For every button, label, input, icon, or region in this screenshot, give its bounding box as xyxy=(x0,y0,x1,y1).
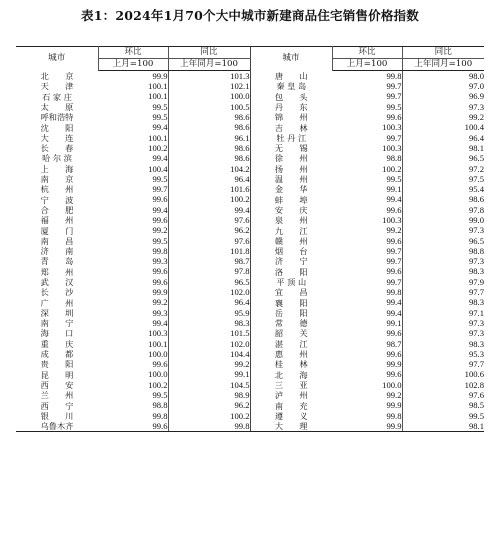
cell-yoy-right: 98.8 xyxy=(402,246,484,256)
cell-mom-right: 99.6 xyxy=(386,328,402,339)
cell-yoy-left: 99.2 xyxy=(168,359,250,369)
cell-yoy-left: 104.5 xyxy=(168,380,250,390)
cell-yoy-right: 97.6 xyxy=(402,390,484,400)
cell-city-left: 青 岛 xyxy=(40,256,74,267)
header-city-right: 城市 xyxy=(250,47,332,71)
cell-mom-right: 99.9 xyxy=(386,359,402,370)
cell-city-right: 遵 义 xyxy=(250,411,332,421)
price-index-table xyxy=(16,46,484,432)
cell-city-right: 岳 阳 xyxy=(250,308,332,318)
cell-city-right: 襄 阳 xyxy=(250,298,332,308)
table-row xyxy=(16,401,484,411)
cell-mom-left: 99.7 xyxy=(152,184,168,195)
table-row xyxy=(16,164,484,174)
cell-city-left: 银 川 xyxy=(40,410,74,421)
cell-yoy-left: 96.2 xyxy=(168,401,250,411)
cell-yoy-right: 97.1 xyxy=(402,308,484,318)
table-row xyxy=(16,153,484,163)
cell-yoy-left: 96.5 xyxy=(168,277,250,287)
table-row xyxy=(16,225,484,235)
cell-city-right: 泉 州 xyxy=(250,215,332,225)
cell-yoy-right: 98.5 xyxy=(402,401,484,411)
cell-mom-left: 100.4 xyxy=(148,163,168,174)
header-yoy-left: 同比 xyxy=(168,47,250,59)
cell-yoy-right: 98.3 xyxy=(402,267,484,277)
table-row xyxy=(16,370,484,380)
cell-mom-right: 100.3 xyxy=(382,122,402,133)
cell-mom-right: 99.5 xyxy=(386,101,402,112)
cell-mom-left: 99.3 xyxy=(152,256,168,267)
cell-mom-left: 99.6 xyxy=(152,266,168,277)
table-row xyxy=(16,246,484,256)
cell-yoy-right: 100.4 xyxy=(402,122,484,132)
cell-yoy-right: 98.3 xyxy=(402,339,484,349)
cell-yoy-left: 100.2 xyxy=(168,411,250,421)
table-row xyxy=(16,267,484,277)
cell-mom-right: 99.8 xyxy=(386,410,402,421)
cell-mom-right: 99.6 xyxy=(386,112,402,123)
cell-yoy-left: 98.7 xyxy=(168,256,250,266)
cell-mom-right: 99.6 xyxy=(386,348,402,359)
cell-city-right: 桂 林 xyxy=(250,359,332,369)
cell-mom-left: 100.1 xyxy=(148,81,168,92)
cell-yoy-left: 101.6 xyxy=(168,184,250,194)
cell-yoy-right: 97.9 xyxy=(402,277,484,287)
cell-yoy-right: 97.3 xyxy=(402,328,484,338)
cell-mom-left: 100.2 xyxy=(148,142,168,153)
cell-city-right: 三 亚 xyxy=(250,380,332,390)
cell-city-right: 丹 东 xyxy=(250,102,332,112)
cell-city-left: 天 津 xyxy=(40,81,74,92)
table-row xyxy=(16,184,484,194)
cell-mom-right: 99.7 xyxy=(386,132,402,143)
cell-mom-right: 99.1 xyxy=(386,317,402,328)
table-row xyxy=(16,359,484,369)
cell-city-right: 无 锡 xyxy=(250,143,332,153)
cell-mom-left: 100.0 xyxy=(148,369,168,380)
cell-city-left: 杭 州 xyxy=(40,184,74,195)
cell-mom-left: 99.4 xyxy=(152,204,168,215)
cell-mom-right: 99.4 xyxy=(386,194,402,205)
cell-mom-left: 99.5 xyxy=(152,390,168,401)
cell-city-left: 上 海 xyxy=(40,163,74,174)
header-city-left: 城市 xyxy=(16,47,98,71)
cell-city-left: 福 州 xyxy=(40,215,74,226)
table-row xyxy=(16,256,484,266)
cell-city-right: 洛 阳 xyxy=(250,267,332,277)
cell-yoy-left: 98.6 xyxy=(168,112,250,122)
cell-city-left: 兰 州 xyxy=(40,390,74,401)
cell-yoy-left: 99.8 xyxy=(168,421,250,432)
cell-yoy-left: 100.2 xyxy=(168,195,250,205)
cell-city-left: 长 沙 xyxy=(40,287,74,298)
cell-mom-right: 100.3 xyxy=(382,215,402,225)
cell-yoy-left: 96.1 xyxy=(168,133,250,143)
cell-yoy-right: 102.8 xyxy=(402,380,484,390)
table-row xyxy=(16,143,484,153)
cell-city-left: 宁 波 xyxy=(40,194,74,205)
cell-mom-right: 99.9 xyxy=(386,400,402,411)
cell-yoy-left: 101.3 xyxy=(168,71,250,82)
table-row xyxy=(16,421,484,432)
cell-city-right: 泸 州 xyxy=(250,390,332,400)
table-row xyxy=(16,390,484,400)
cell-yoy-left: 98.9 xyxy=(168,390,250,400)
cell-city-left: 太 原 xyxy=(40,101,74,112)
cell-mom-left: 99.3 xyxy=(152,307,168,318)
cell-mom-left: 99.9 xyxy=(152,287,168,298)
cell-mom-left: 99.6 xyxy=(152,194,168,205)
cell-city-right: 九 江 xyxy=(250,225,332,235)
cell-city-right: 烟 台 xyxy=(250,246,332,256)
cell-yoy-left: 97.6 xyxy=(168,236,250,246)
cell-city-right: 牡 丹 江 xyxy=(250,133,332,143)
cell-city-right: 吉 林 xyxy=(250,122,332,132)
cell-city-left: 哈 尔 滨 xyxy=(42,153,72,164)
cell-city-right: 锦 州 xyxy=(250,112,332,122)
table-row xyxy=(16,318,484,328)
cell-yoy-left: 98.3 xyxy=(168,318,250,328)
cell-mom-right: 99.8 xyxy=(386,70,402,81)
cell-city-right: 包 头 xyxy=(250,92,332,102)
cell-city-right: 赣 州 xyxy=(250,236,332,246)
table-row xyxy=(16,380,484,390)
cell-mom-right: 99.5 xyxy=(386,173,402,184)
cell-city-right: 湛 江 xyxy=(250,339,332,349)
table-row xyxy=(16,215,484,225)
header-row-1 xyxy=(16,47,484,59)
cell-mom-left: 100.0 xyxy=(148,348,168,359)
table-row xyxy=(16,349,484,359)
cell-yoy-right: 97.0 xyxy=(402,81,484,91)
cell-mom-left: 99.5 xyxy=(152,235,168,246)
cell-city-right: 北 海 xyxy=(250,370,332,380)
cell-city-right: 温 州 xyxy=(250,174,332,184)
cell-mom-right: 99.2 xyxy=(386,225,402,236)
cell-city-right: 金 华 xyxy=(250,184,332,194)
header-mom-base-right: 上月=100 xyxy=(332,59,402,71)
cell-mom-right: 100.2 xyxy=(382,163,402,174)
cell-mom-left: 99.4 xyxy=(152,317,168,328)
cell-mom-left: 98.8 xyxy=(152,400,168,411)
cell-yoy-right: 95.4 xyxy=(402,184,484,194)
cell-city-right: 扬 州 xyxy=(250,164,332,174)
header-yoy-base-left: 上年同月=100 xyxy=(168,59,250,71)
cell-mom-right: 99.8 xyxy=(386,287,402,298)
cell-yoy-right: 97.7 xyxy=(402,359,484,369)
cell-city-right: 徐 州 xyxy=(250,153,332,163)
cell-city-right: 秦 皇 岛 xyxy=(250,81,332,91)
cell-city-left: 重 庆 xyxy=(40,338,74,349)
table-row xyxy=(16,277,484,287)
table-row xyxy=(16,308,484,318)
cell-mom-right: 99.7 xyxy=(386,276,402,287)
header-mom-right: 环比 xyxy=(332,47,402,59)
table-row xyxy=(16,133,484,143)
cell-yoy-right: 100.6 xyxy=(402,370,484,380)
cell-yoy-right: 98.3 xyxy=(402,298,484,308)
cell-city-left: 厦 门 xyxy=(40,225,74,236)
cell-mom-right: 99.9 xyxy=(332,421,402,432)
cell-city-left: 贵 阳 xyxy=(40,359,74,370)
cell-mom-left: 99.5 xyxy=(152,173,168,184)
cell-mom-right: 99.6 xyxy=(386,266,402,277)
cell-yoy-right: 99.5 xyxy=(402,411,484,421)
cell-yoy-right: 97.3 xyxy=(402,102,484,112)
cell-mom-right: 99.4 xyxy=(386,307,402,318)
cell-mom-right: 99.2 xyxy=(386,390,402,401)
cell-city-left: 西 安 xyxy=(40,379,74,390)
cell-yoy-left: 98.6 xyxy=(168,153,250,163)
cell-city-right: 常 德 xyxy=(250,318,332,328)
table-row xyxy=(16,298,484,308)
cell-mom-left: 99.8 xyxy=(152,245,168,256)
table-row xyxy=(16,81,484,91)
cell-yoy-right: 97.3 xyxy=(402,318,484,328)
cell-yoy-right: 96.4 xyxy=(402,133,484,143)
cell-mom-left: 99.6 xyxy=(152,359,168,370)
cell-city-left: 长 春 xyxy=(40,143,74,154)
cell-mom-left: 99.9 xyxy=(152,70,168,81)
cell-city-right: 大 理 xyxy=(250,421,332,432)
cell-yoy-left: 96.4 xyxy=(168,298,250,308)
cell-mom-right: 99.7 xyxy=(386,81,402,92)
cell-yoy-left: 100.5 xyxy=(168,102,250,112)
cell-yoy-left: 102.1 xyxy=(168,81,250,91)
table-row xyxy=(16,112,484,122)
cell-city-left: 石 家 庄 xyxy=(42,91,72,102)
cell-mom-right: 99.7 xyxy=(386,256,402,267)
cell-city-right: 惠 州 xyxy=(250,349,332,359)
cell-yoy-left: 96.4 xyxy=(168,174,250,184)
cell-yoy-right: 98.1 xyxy=(402,143,484,153)
cell-city-right: 韶 关 xyxy=(250,328,332,338)
cell-mom-left: 99.5 xyxy=(152,112,168,123)
header-mom-left: 环比 xyxy=(98,47,168,59)
cell-city-right: 宜 昌 xyxy=(250,287,332,297)
cell-mom-left: 99.2 xyxy=(152,297,168,308)
cell-yoy-right: 97.2 xyxy=(402,164,484,174)
cell-mom-left: 100.2 xyxy=(148,379,168,390)
cell-mom-right: 98.7 xyxy=(386,338,402,349)
cell-yoy-left: 100.0 xyxy=(168,92,250,102)
cell-yoy-left: 98.6 xyxy=(168,143,250,153)
cell-city-left: 南 宁 xyxy=(40,318,74,329)
cell-mom-right: 99.6 xyxy=(386,235,402,246)
cell-city-right: 济 宁 xyxy=(250,256,332,266)
cell-mom-left: 100.1 xyxy=(148,91,168,102)
cell-yoy-right: 98.0 xyxy=(402,71,484,82)
cell-mom-right: 99.7 xyxy=(386,91,402,102)
table-row xyxy=(16,328,484,338)
cell-yoy-left: 102.0 xyxy=(168,287,250,297)
table-row xyxy=(16,236,484,246)
cell-yoy-left: 96.2 xyxy=(168,225,250,235)
cell-yoy-left: 101.5 xyxy=(168,328,250,338)
cell-city-left: 南 京 xyxy=(40,174,74,185)
cell-city-right: 平 顶 山 xyxy=(250,277,332,287)
cell-mom-right: 100.3 xyxy=(382,142,402,153)
table-row xyxy=(16,205,484,215)
header-yoy-right: 同比 xyxy=(402,47,484,59)
cell-city-left: 昆 明 xyxy=(40,369,74,380)
cell-city-left: 沈 阳 xyxy=(40,122,74,133)
cell-city-left: 呼和浩特 xyxy=(40,112,74,123)
cell-city-left: 合 肥 xyxy=(40,204,74,215)
cell-mom-left: 99.4 xyxy=(152,122,168,133)
cell-mom-right: 100.0 xyxy=(382,379,402,390)
cell-yoy-right: 97.8 xyxy=(402,205,484,215)
cell-city-left: 大 连 xyxy=(40,132,74,143)
table-row xyxy=(16,122,484,132)
cell-city-left: 广 州 xyxy=(40,297,74,308)
cell-mom-left: 99.6 xyxy=(98,421,168,432)
cell-yoy-right: 96.5 xyxy=(402,236,484,246)
cell-city-right: 蚌 埠 xyxy=(250,195,332,205)
cell-yoy-right: 98.1 xyxy=(402,421,484,432)
cell-mom-left: 99.5 xyxy=(152,101,168,112)
cell-city-left: 西 宁 xyxy=(40,400,74,411)
cell-yoy-right: 96.9 xyxy=(402,92,484,102)
cell-mom-right: 99.7 xyxy=(386,245,402,256)
cell-yoy-left: 97.6 xyxy=(168,215,250,225)
cell-city-left: 南 昌 xyxy=(40,235,74,246)
table-row xyxy=(16,71,484,82)
cell-city-left: 北 京 xyxy=(40,70,74,81)
cell-city-left: 海 口 xyxy=(40,328,74,339)
cell-yoy-left: 99.4 xyxy=(168,205,250,215)
table-row xyxy=(16,195,484,205)
table-row xyxy=(16,287,484,297)
table-row xyxy=(16,92,484,102)
cell-yoy-left: 99.1 xyxy=(168,370,250,380)
cell-mom-right: 99.6 xyxy=(386,369,402,380)
cell-city-left: 武 汉 xyxy=(40,276,74,287)
cell-mom-left: 99.6 xyxy=(152,215,168,225)
cell-city-left: 乌鲁木齐 xyxy=(16,421,98,432)
cell-city-right: 唐 山 xyxy=(250,71,332,82)
cell-mom-right: 99.4 xyxy=(386,297,402,308)
table-row xyxy=(16,411,484,421)
table-body xyxy=(16,71,484,432)
cell-yoy-left: 104.4 xyxy=(168,349,250,359)
cell-mom-right: 98.8 xyxy=(386,153,402,164)
header-mom-base-left: 上月=100 xyxy=(98,59,168,71)
cell-yoy-left: 97.8 xyxy=(168,267,250,277)
cell-yoy-right: 96.5 xyxy=(402,153,484,163)
cell-yoy-right: 97.3 xyxy=(402,256,484,266)
table-row xyxy=(16,102,484,112)
cell-city-left: 郑 州 xyxy=(40,266,74,277)
cell-yoy-right: 99.2 xyxy=(402,112,484,122)
cell-city-left: 成 都 xyxy=(40,349,74,360)
cell-city-left: 深 圳 xyxy=(40,307,74,318)
cell-yoy-left: 98.6 xyxy=(168,122,250,132)
cell-yoy-left: 95.9 xyxy=(168,308,250,318)
cell-mom-left: 99.2 xyxy=(152,225,168,236)
cell-mom-left: 100.1 xyxy=(148,338,168,349)
cell-mom-right: 99.6 xyxy=(386,204,402,215)
cell-yoy-right: 97.7 xyxy=(402,287,484,297)
cell-mom-right: 99.1 xyxy=(386,184,402,195)
cell-city-left: 济 南 xyxy=(40,246,74,257)
cell-yoy-left: 102.0 xyxy=(168,339,250,349)
cell-yoy-right: 98.6 xyxy=(402,195,484,205)
cell-yoy-left: 104.2 xyxy=(168,164,250,174)
cell-city-right: 南 充 xyxy=(250,401,332,411)
cell-yoy-right: 99.0 xyxy=(402,215,484,225)
cell-yoy-right: 95.3 xyxy=(402,349,484,359)
table-title: 表1：2024年1月70个大中城市新建商品住宅销售价格指数 xyxy=(81,8,419,23)
cell-mom-left: 99.8 xyxy=(152,410,168,421)
cell-yoy-right: 97.5 xyxy=(402,174,484,184)
cell-mom-left: 99.6 xyxy=(152,276,168,287)
cell-yoy-right: 97.3 xyxy=(402,225,484,235)
cell-yoy-left: 101.8 xyxy=(168,246,250,256)
cell-mom-left: 100.3 xyxy=(148,328,168,339)
cell-mom-left: 100.1 xyxy=(148,132,168,143)
cell-mom-left: 99.4 xyxy=(152,153,168,164)
table-row xyxy=(16,174,484,184)
cell-city-right: 安 庆 xyxy=(250,205,332,215)
table-row xyxy=(16,339,484,349)
header-yoy-base-right: 上年同月=100 xyxy=(402,59,484,71)
